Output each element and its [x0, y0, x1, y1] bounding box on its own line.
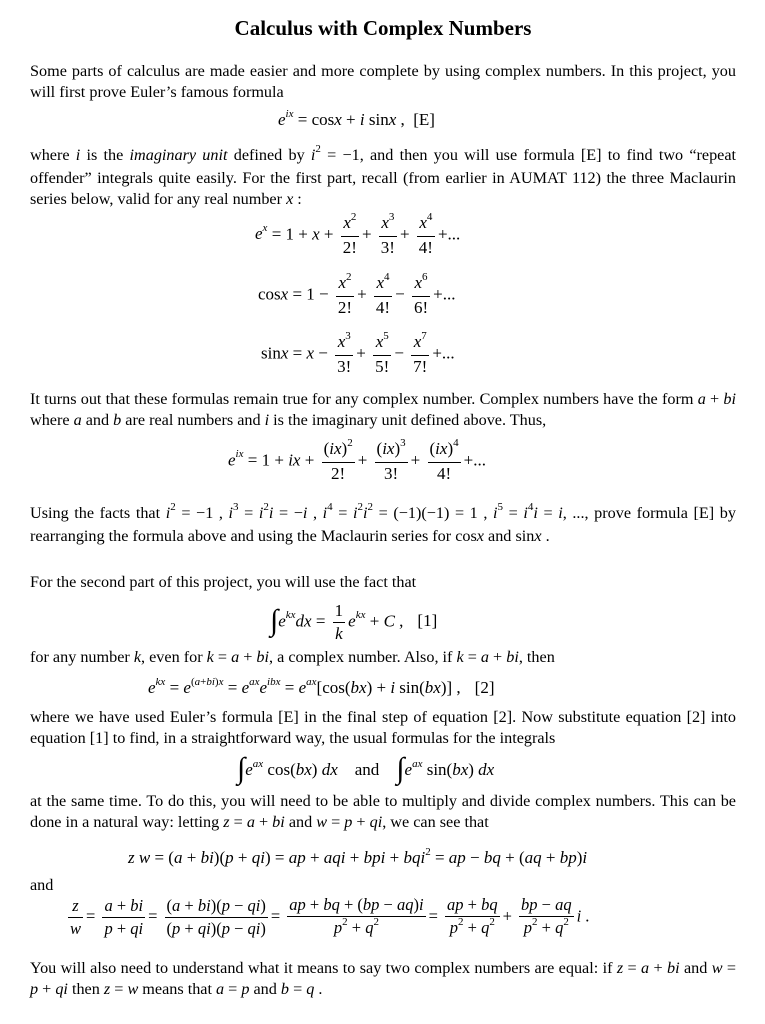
euler-label: [E]	[413, 110, 435, 129]
and-line: and	[30, 876, 54, 894]
maclaurin-exp: $e^x = 1 + x$ + $\frac{x^2}{2!}$ + $\frac{x^3}{3!}$ + $\frac{x^4}{4!}$ +...	[255, 211, 461, 257]
target-integrals: $\int e^{ax}$ cos(bx) dx and $\int e^{ax}$ sin(bx) dx	[237, 752, 495, 785]
intro-paragraph	[30, 61, 736, 103]
quotient-formula: $\frac{z}{w}$ = $\frac{a + bi}{p + qi}$ = $\frac{(a + bi)(p - qi)}{(p + qi)(p - qi)}$ = $\frac{ap + bq + (bp - aq)i}{p^2 + q^2}$ = $\frac{ap + bq}{p^2 + q^2}$ + $\frac{bp - aq}{p^2 + q^2}$ i .	[70, 895, 590, 938]
equation-2: $e^{kx} = e^{(a+bi)x} = e^{ax}e^{ibx} = e^{ax}[\cos(bx) + i$ sin(bx)] , [2]	[148, 676, 495, 697]
intro-text: Some parts of calculus are made easier and more complete by using complex numbers. In this project, you will first prove Euler’s famous formula	[30, 62, 736, 101]
equation-2-label: [2]	[474, 678, 495, 697]
maclaurin-cos: cosx = 1 − $\frac{x^2}{2!}$ + $\frac{x^4}{4!}$ − $\frac{x^6}{6!}$ +...	[258, 271, 456, 317]
complex-form-paragraph: It turns out that these formulas remain true for any complex number. Complex numbers have the form a + bi where a and b are real numbers and i is the imaginary unit defined above. Thus,	[30, 390, 736, 429]
complex-k-paragraph: for any number k, even for k = a + bi, a complex number. Also, if k = a + bi, then	[30, 648, 555, 666]
exp-ix-series: $e^{ix} = 1$ + ix + $\frac{(ix)^2}{2!}$ + $\frac{(ix)^3}{3!}$ + $\frac{(ix)^4}{4!}$ +...	[228, 437, 486, 483]
euler-formula: $e^{ix} = \cos x + i$ sinx , [E]	[278, 108, 435, 129]
page-title: Calculus with Complex Numbers	[234, 16, 532, 40]
maclaurin-sin: sinx = x − $\frac{x^3}{3!}$ + $\frac{x^5}{5!}$ − $\frac{x^7}{7!}$ +...	[261, 330, 455, 376]
equation-1: $\int e^{kx}dx$ = $\frac{1}{k}$ $e^{kx} + C$ , [1]	[270, 601, 438, 643]
multiply-divide-paragraph: at the same time. To do this, you will need to be able to multiply and divide complex numbers. This can be done in a natural way: letting z = a + bi and w = p + qi, we can see that	[30, 792, 736, 831]
powers-of-i-paragraph: Using the facts that $i^2 = -1$ , $i^3 = i^2i = -i$ , $i^4 = i^2i^2 = (-1)(-1) = 1$ , $i^5 = i^4i = i$, ..., prove formula [E] by rearranging the formula above and using the Maclaurin series for cosx and sinx .	[30, 501, 736, 545]
equality-paragraph: You will also need to understand what it means to say two complex numbers are equal: if z = a + bi and w = p + qi then z = w means that a = p and b = q .	[30, 959, 737, 998]
imaginary-unit-term: imaginary unit	[129, 146, 228, 164]
product-formula: z w = (a + bi)(p + qi) = ap + aqi + bpi + bqi$^2$ = ap − bq + (aq + bp)i	[128, 846, 588, 867]
substitute-paragraph: where we have used Euler’s formula [E] in the final step of equation [2]. Now substitute equation [2] into equation [1] to find, in a straightforward way, the usual formulas for the integrals	[30, 708, 736, 747]
equation-1-label: [1]	[417, 611, 438, 631]
second-part-paragraph: For the second part of this project, you will use the fact that	[30, 573, 417, 591]
imaginary-unit-paragraph: where i is the imaginary unit defined by $i^2 = -1$, and then you will use formula [E] to find two “repeat offender” integrals quite easily. For the first part, recall (from earlier in AUMAT 112) the three Maclaurin series below, valid for any real number x :	[30, 143, 737, 208]
